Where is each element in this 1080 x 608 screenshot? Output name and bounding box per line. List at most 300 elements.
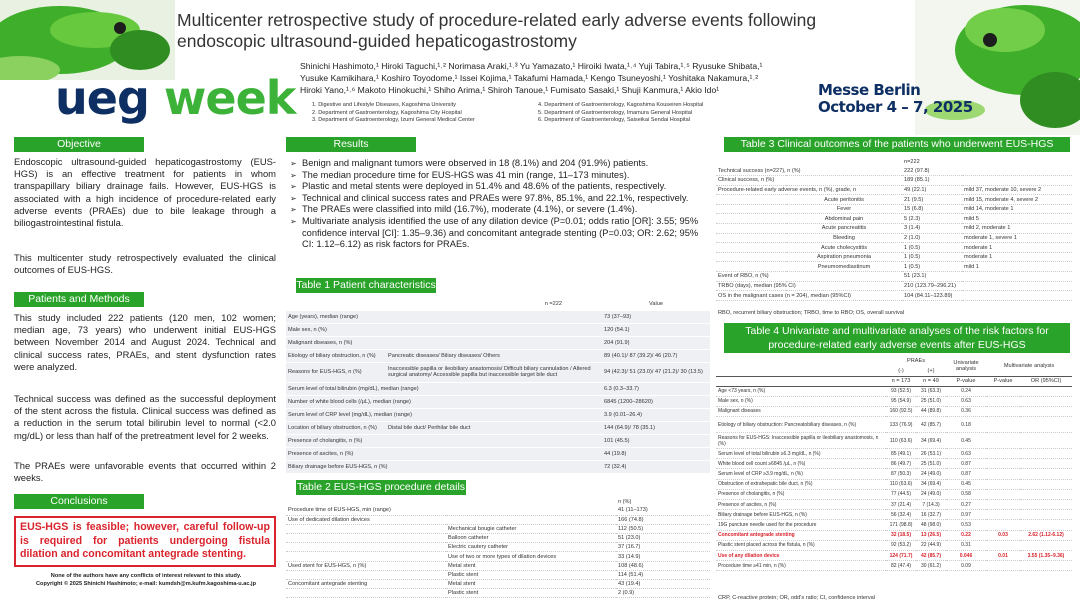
table1-value: 94 (42.3)/ 51 (23.0)/ 47 (21.2)/ 30 (13.5) [602,362,710,382]
affiliation: 6. Department of Gastroenterology, Saiseikai Sendai Hospital [538,117,690,124]
table4-value [1020,479,1072,489]
table2-label: Procedure time of EUS-HGS, min (range) [286,506,446,515]
table1-label: Malignant diseases, n (%) [286,336,602,349]
table3-row [716,176,1072,186]
table2 [286,497,710,598]
table3-row [716,252,1072,262]
table4-value: 56 (32.4) [886,510,916,520]
table3-row [716,281,1072,291]
table2-sublabel [446,515,616,524]
table4-value [986,510,1020,520]
table3-row [716,262,1072,272]
table4-value: 22 (44.9) [916,540,946,550]
table4-label: Concomitant antegrade stenting [716,530,886,540]
table3-label [716,204,786,214]
table4-row [716,500,1072,510]
table4-row [716,540,1072,550]
logo-part-ueg: ueg [55,71,149,125]
table4-value: 110 (63.6) [886,433,916,449]
table3-value: 210 (123.79–296.21) [902,281,962,291]
table2-label [286,543,446,552]
ueg-week-logo [55,72,295,124]
author-list [300,60,860,96]
table4-value: 32 (18.5) [886,530,916,540]
table4-value [986,489,1020,499]
table4-label: Biliary drainage before EUS-HGS, n (%) [716,510,886,520]
table3-label [716,214,786,224]
conclusions-header: Conclusions [14,494,144,509]
table4-value: 24 (49.0) [916,489,946,499]
table2-value: 37 (16.7) [616,543,710,552]
table2-sublabel: Use of two or more types of dilation devices [446,552,616,561]
table4-value [986,417,1020,433]
footer [8,572,284,588]
table4-value: 0.27 [946,500,986,510]
table2-value: 2 (0.9) [616,589,710,598]
table2-label [286,552,446,561]
table4-value: 160 (92.5) [886,406,916,416]
t4-h-n2: n = 49 [923,378,939,384]
table3-grade [962,291,1072,301]
table4-value: 0.45 [946,433,986,449]
table4-value: 37 (21.4) [886,500,916,510]
table2-value: 51 (23.0) [616,534,710,543]
t4-h-minus: (-) [898,367,904,374]
table4-value: 0.22 [946,530,986,540]
table3-label [716,252,786,262]
table4-value: 93 (52.5) [886,386,916,396]
table1-header: Table 1 Patient characteristics [296,279,436,291]
table4-row [716,550,1072,560]
table4-value: 87 (50.3) [886,469,916,479]
table2-value: 166 (74.8) [616,515,710,524]
table4-row [716,561,1072,571]
table4-row [716,489,1072,499]
affiliation: 1. Digestive and Lifestyle Diseases, Kagoshima University [312,102,456,108]
table3-grade: mild 14, moderate 1 [962,204,1072,214]
table4-row [716,520,1072,530]
t4-h-or: OR (95%CI) [1030,378,1062,384]
table1-value: 73 (37–93) [602,310,710,323]
table3-label: Event of RBO, n (%) [716,272,902,282]
venue-name: Messe Berlin [818,81,921,99]
table3-value: 1 (0.5) [902,252,962,262]
result-bullet: ➢ Benign and malignant tumors were observed in 18 (8.1%) and 204 (91.9%) patients. [290,158,710,170]
table3-row [716,272,1072,282]
table4-value: 0.53 [946,520,986,530]
t4-h-multi: Multivariate analysis [1003,362,1055,369]
table1-label: Presence of ascites, n (%) [286,447,602,460]
table1-row [286,434,710,447]
table4-value: 0.58 [946,489,986,499]
table4-value [1020,406,1072,416]
table4-row [716,417,1072,433]
table2-sublabel: Mechanical bougie catheter [446,524,616,533]
table1-value: 3.9 (0.01–26.4) [602,408,710,421]
table2-col: n (%) [618,498,632,505]
table3-value: 21 (9.5) [902,195,962,205]
table1-label: Etiology of biliary obstruction, n (%) [286,349,386,362]
table1-value: 6845 (1200–28620) [602,395,710,408]
table4-value: 0.24 [946,386,986,396]
table4-value: 0.09 [946,561,986,571]
t4-h-n1: n = 173 [891,378,911,384]
table1-label: Serum level of total bilirubin (mg/dL), median (range) [286,382,602,395]
table3-label: Clinical success, n (%) [716,176,902,186]
table3-label [716,243,786,253]
objective-header: Objective [14,137,144,152]
table4-value: 0.97 [946,510,986,520]
table4-value: 0.63 [946,396,986,406]
table4-value: 133 (76.9) [886,417,916,433]
table1-value: 44 (19.8) [602,447,710,460]
table3-value: 104 (84.11–123.89) [902,291,962,301]
table4-value: 48 (98.0) [916,520,946,530]
affiliations-right [538,102,703,125]
affiliations-left [312,102,475,125]
table2-value: 114 (51.4) [616,570,710,579]
table4-row [716,510,1072,520]
table2-row [286,534,710,543]
table1-value: 89 (40.1)/ 87 (39.2)/ 46 (20.7) [602,349,710,362]
table3-row [716,233,1072,243]
table1-row [286,421,710,434]
table2-row [286,570,710,579]
table3-header: Table 3 Clinical outcomes of the patients who underwent EUS-HGS [724,137,1070,152]
table3-value: 1 (0.5) [902,262,962,272]
table1-col-n: n =222 [386,298,602,310]
table2-value: 108 (48.6) [616,561,710,570]
table1-value: 101 (45.5) [602,434,710,447]
table4-value: 44 (89.8) [916,406,946,416]
table4-row [716,386,1072,396]
table4-value: 77 (44.5) [886,489,916,499]
table3-grade: mild 2, moderate 1 [962,224,1072,234]
t4-h-plus: (+) [927,367,935,374]
table3-sublabel: Abdominal pain [786,214,902,224]
table3-grade: mild 37, moderate 10, severe 2 [962,185,1072,195]
table4-value: 3.55 (1.35–9.36) [1020,550,1072,560]
table4-label: Presence of cholangitis, n (%) [716,489,886,499]
table2-row [286,580,710,589]
methods-text-1: This study included 222 patients (120 men, 102 women; median age, 73 years) who underwent initial EUS-HGS between November 2014 and August 2024. Technical and clinical success rates, PRAEs, and stent dysfunction rates were analyzed. [14,312,276,372]
table3-grade: mild 5 [962,214,1072,224]
table1-row [286,447,710,460]
table3-note: RBO, recurrent biliary obstruction; TRBO, time to RBO; OS, overall survival [718,310,905,316]
table3-value: 189 (85.1) [902,176,962,186]
table2-header: Table 2 EUS-HGS procedure details [296,481,466,493]
t4-h-uni: Univariate analysis [953,359,979,372]
table3-row [716,243,1072,253]
table3-grade: mild 1 [962,262,1072,272]
table4-row [716,469,1072,479]
table4-label: White blood cell count ≥6845 /μL, n (%) [716,459,886,469]
table3-grade: mild 15, moderate 4, severe 2 [962,195,1072,205]
table1-row [286,336,710,349]
table4-value: 34 (69.4) [916,479,946,489]
table4-value [1020,459,1072,469]
table2-row [286,561,710,570]
table4-label: Plastic stent placed across the fistula, n (%) [716,540,886,550]
table1-row [286,349,710,362]
table1-row [286,460,710,473]
table3-row [716,291,1072,301]
table4-value [1020,433,1072,449]
conclusions-box: EUS-HGS is feasible; however, careful follow-up is required for patients undergoing fistula dilation and concomitant antegrade stenting. [14,516,276,567]
table1-sublabel: Distal bile duct/ Perihilar bile duct [386,421,602,434]
table3-grade [962,166,1072,176]
objective-text-1: Endoscopic ultrasound-guided hepaticogastrostomy (EUS-HGS) is an effective treatment for patients in whom transpapillary biliary drainage fails. However, EUS-HGS is associated with a high incidence of procedure-related early adverse events (PRAEs) due to bile leakage through a biliogastrointestinal fistula. [14,156,276,229]
table2-label: Used stent for EUS-HGS, n (%) [286,561,446,570]
table4-value [986,433,1020,449]
table1-sublabel: Inaccessible papilla or ileobiliary anastomosis/ Difficult biliary cannulation / Altered surgical anatomy/ Accessible papilla but inaccessible target bile duct [386,362,602,382]
table1-row [286,395,710,408]
table4-value [986,459,1020,469]
table4-value: 7 (14.3) [916,500,946,510]
table4-value [986,520,1020,530]
table4-value [1020,500,1072,510]
table1-label: Presence of cholangitis, n (%) [286,434,602,447]
table4-value [1020,396,1072,406]
table4-value: 13 (26.5) [916,530,946,540]
table4-row [716,449,1072,459]
table4-value: 2.62 (1.12-6.12) [1020,530,1072,540]
table3-row [716,224,1072,234]
table3-grade [962,281,1072,291]
table4-value: 85 (49.1) [886,449,916,459]
table4-value [1020,489,1072,499]
table2-value: 112 (50.5) [616,524,710,533]
table1 [286,298,710,474]
poster-title: Multicenter retrospective study of procedure-related early adverse events following endoscopic ultrasound-guided hepaticogastrostomy [177,10,817,51]
table2-label: Concomitant antegrade stenting [286,580,446,589]
venue-info [818,82,973,116]
table4-value [986,386,1020,396]
table4-value: 0.01 [986,550,1020,560]
table4-value [1020,520,1072,530]
table4-value [1020,540,1072,550]
table4 [716,356,1072,571]
methods-text-3: The PRAEs were unfavorable events that occurred within 2 weeks. [14,460,276,484]
table4-value: 171 (98.8) [886,520,916,530]
table4-value: 124 (71.7) [886,550,916,560]
table2-row [286,589,710,598]
table3-sublabel: Bleeding [786,233,902,243]
table4-value: 25 (51.0) [916,459,946,469]
table4-label: 19G puncture needle used for the procedure [716,520,886,530]
table1-label: Age (years), median (range) [286,310,602,323]
table4-value: 42 (85.7) [916,417,946,433]
table3-value: 1 (0.5) [902,243,962,253]
table4-value [986,396,1020,406]
table4-value [1020,561,1072,571]
author-line: Shinichi Hashimoto,¹ Hiroki Taguchi,¹˒² Norimasa Araki,¹˒³ Yu Yamazato,¹ Hiroiki Iwata,¹˒⁴ Yuji Tabira,¹˒⁵ Ryusuke Shibata,¹ [300,61,763,71]
table4-label: Male sex, n (%) [716,396,886,406]
table3-row [716,166,1072,176]
table4-value: 0.87 [946,459,986,469]
logo-part-week: week [163,71,296,125]
table4-label: Age <73 years, n (%) [716,386,886,396]
table3-col: n=222 [904,158,920,165]
result-bullet: ➢ Multivariate analysis identified the use of any dilation device (P=0.01; odds ratio [OR]: 3.55; 95% confidence interval [CI]: 1.35–9.36) and concomitant antegrade stenting (P=0.03; OR: 2.62; 95% CI: 1.12–6.12) as risk factors for PRAEs. [290,216,710,251]
table4-label: Malignant diseases [716,406,886,416]
table3-label: Procedure-related early adverse events, n (%), grade, n [716,185,902,195]
t4-h-p: P-value [956,378,976,384]
table4-value: 0.45 [946,479,986,489]
table4-value: 30 (61.2) [916,561,946,571]
table3-value: 3 (1.4) [902,224,962,234]
table3-label: TRBO (days), median (95% CI) [716,281,902,291]
table3-label [716,262,786,272]
table3-grade [962,272,1072,282]
table3-grade: moderate 1 [962,252,1072,262]
table1-value: 204 (91.9) [602,336,710,349]
table4-row [716,459,1072,469]
table4-value [986,540,1020,550]
table4-value [986,449,1020,459]
table4-value [986,479,1020,489]
author-line: Hiroki Yano,¹˒⁶ Makoto Hinokuchi,¹ Shiho Arima,¹ Shiroh Tanoue,¹ Fumisato Sasaki,¹ Shuji Kanmura,¹ Akio Ido¹ [300,85,720,95]
table4-label: Presence of ascites, n (%) [716,500,886,510]
table3-sublabel: Acute peritonitis [786,195,902,205]
table3-sublabel: Acute cholecystitis [786,243,902,253]
table4-value: 26 (53.1) [916,449,946,459]
table1-value: 72 (32.4) [602,460,710,473]
author-line: Yusuke Kamikihara,¹ Koshiro Toyodome,¹ Issei Kojima,¹ Takafumi Hamada,¹ Kengo Tsuneyoshi,¹ Yoshitaka Nakamura,¹˒² [300,73,759,83]
table1-label: Number of white blood cells (/μL), median (range) [286,395,602,408]
table4-value: 0.03 [986,530,1020,540]
table3-sublabel: Pneumomediastinum [786,262,902,272]
table4-value: 0.046 [946,550,986,560]
table3-value: 222 (97.8) [902,166,962,176]
table4-row [716,433,1072,449]
table3-grade: moderate 1 [962,243,1072,253]
table3-value: 51 (23.1) [902,272,962,282]
table4-value: 0.36 [946,406,986,416]
table1-label: Biliary drainage before EUS-HGS, n (%) [286,460,602,473]
objective-text-2: This multicenter study retrospectively evaluated the clinical outcomes of EUS-HGS. [14,252,276,276]
conflict-statement: None of the authors have any conflicts of interest relevant to this study. [50,573,242,579]
table1-row [286,362,710,382]
table3-label: Technical success (n=227), n (%) [716,166,902,176]
table4-value: 42 (85.7) [916,550,946,560]
table4-value: 34 (69.4) [916,433,946,449]
table4-row [716,396,1072,406]
table3-sublabel: Fever [786,204,902,214]
table1-col-value: Value [602,298,710,310]
venue-dates: October 4 – 7, 2025 [818,98,973,116]
methods-header: Patients and Methods [14,292,144,307]
table1-label: Male sex, n (%) [286,323,602,336]
results-bullets [290,158,710,251]
table4-row [716,406,1072,416]
table1-value: 6.3 (0.3–33.7) [602,382,710,395]
table4-value [986,469,1020,479]
table2-sublabel: Metal stent [446,561,616,570]
table4-value [986,406,1020,416]
result-bullet: ➢ The PRAEs were classified into mild (16.7%), moderate (4.1%), or severe (1.4%). [290,204,710,216]
table4-label: Serum level of total bilirubin ≥6.3 mg/dL, n (%) [716,449,886,459]
table4-note: CRP, C-reactive protein; OR, odd's ratio; CI, confidence interval [718,595,876,601]
table4-value: 82 (47.4) [886,561,916,571]
table4-value: 0.18 [946,417,986,433]
table2-sublabel: Metal stent [446,580,616,589]
table1-sublabel: Pancreatic diseases/ Biliary diseases/ Others [386,349,602,362]
table3-grade [962,176,1072,186]
affiliation: 4. Department of Gastroenterology, Kagoshima Kouseiren Hospital [538,102,704,108]
table4-value: 95 (54.9) [886,396,916,406]
table3-row [716,195,1072,205]
table3-label [716,233,786,243]
table2-row [286,506,710,515]
table4-value [1020,469,1072,479]
methods-text-2: Technical success was defined as the successful deployment of the stent across the fistula. Clinical success was defined as a reduction in the serum total bilirubin level to normal (<2.0 mg/dL) or less than half of the pretreatment level for 2 weeks. [14,393,276,441]
table3-row [716,204,1072,214]
table1-row [286,408,710,421]
table3-row [716,185,1072,195]
table2-sublabel: Plastic stent [446,589,616,598]
table1-label: Serum level of CRP level (mg/dL), median (range) [286,408,602,421]
table1-label: Reasons for EUS-HGS, n (%) [286,362,386,382]
table4-label: Use of any dilation device [716,550,886,560]
table4-value [1020,510,1072,520]
table4-value: 25 (51.0) [916,396,946,406]
copyright: Copyright © 2025 Shinichi Hashimoto; e-mail: kumdsh@m.kufm.kagoshima-u.ac.jp [35,581,256,587]
table2-row [286,524,710,533]
table4-label: Procedure time ≥41 min, n (%) [716,561,886,571]
affiliation: 2. Department of Gastroenterology, Kagoshima City Hospital [312,109,462,116]
table2-sublabel [446,506,616,515]
table2-row [286,543,710,552]
result-bullet: ➢ The median procedure time for EUS-HGS was 41 min (range, 11–173 minutes). [290,170,710,182]
table3-value: 2 (1.0) [902,233,962,243]
table2-value: 43 (19.4) [616,580,710,589]
table2-label [286,570,446,579]
results-header: Results [286,137,416,152]
table2-label [286,589,446,598]
table3-label: OS in the malignant cases (n = 204), median (95%CI) [716,291,902,301]
table2-label [286,534,446,543]
table2-sublabel: Balloon catheter [446,534,616,543]
table4-row [716,530,1072,540]
table4-label: Reasons for EUS-HGS: Inaccessible papilla or ileobiliary anastomosis, n (%) [716,433,886,449]
table3-sublabel: Acute pancreatitis [786,224,902,234]
table2-row [286,552,710,561]
table4-label: Obstruction of extrahepatic bile duct, n (%) [716,479,886,489]
table3-value: 15 (6.8) [902,204,962,214]
table2-sublabel: Plastic stent [446,570,616,579]
table4-value [986,561,1020,571]
table2-label: Use of dedicated dilation devices [286,515,446,524]
table1-value: 144 (64.9)/ 78 (35.1) [602,421,710,434]
table4-label: Serum level of CRP ≥3.9 mg/dL, n (%) [716,469,886,479]
table2-label [286,524,446,533]
table4-value: 24 (49.0) [916,469,946,479]
table4-value: 16 (32.7) [916,510,946,520]
table3-value: 5 (2.3) [902,214,962,224]
table4-value [1020,449,1072,459]
table3 [716,157,1072,301]
table4-value: 0.63 [946,449,986,459]
table3-label [716,195,786,205]
table4-value [1020,417,1072,433]
table1-row [286,310,710,323]
gecko-illustration-left [0,0,175,80]
table4-value: 110 (63.6) [886,479,916,489]
table4-row [716,479,1072,489]
affiliation: 3. Department of Gastroenterology, Izumi General Medical Center [312,117,475,124]
table4-header: Table 4 Univariate and multivariate analyses of the risk factors for procedure-related early adverse events after EUS-HGS [724,323,1070,353]
